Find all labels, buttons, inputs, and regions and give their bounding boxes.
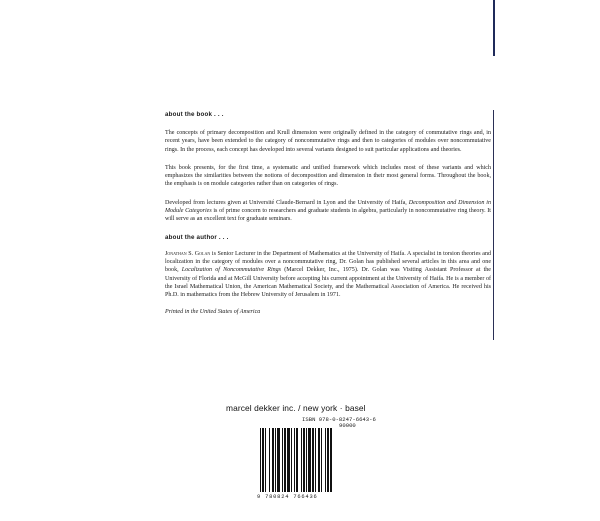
about-book-paragraph-2: This book presents, for the first time, a systematic and unified framework which includes most of these variants and which emphasizes the similarities between the notions of decomposition and dimension in their most general forms. Throughout the book, the emphasis is on module categories rather than on categories of rings. <box>165 164 491 188</box>
previous-book-title: Localization of Noncommutative Rings <box>181 267 282 274</box>
paragraph-text: Developed from lectures given at Université Claude-Bernard in Lyon and the University of Haifa, <box>165 199 409 206</box>
about-book-paragraph-1: The concepts of primary decomposition and Krull dimension were originally defined in the category of commutative rings and, in recent years, have been extended to the category of noncommutative rings and then to categories of modules over noncommutative rings. In the process, each concept has developed into several variants designed to suit particular applications and theories. <box>165 130 491 153</box>
about-book-heading: about the book . . . <box>165 111 224 118</box>
supplement-code: 90000 <box>339 422 356 429</box>
barcode-block <box>257 416 376 508</box>
paragraph-text: is Senior Lecturer in the Department of Mathematics at the University of Haifa. A specialist in torsion theories and localization in the category of modules over a noncommutative ring, Dr. Golan has published several articles in this area and one book, <box>165 250 491 274</box>
barcode-number: 9 780824 766436 <box>257 494 318 500</box>
publisher-imprint: marcel dekker inc. / new york · basel <box>226 403 366 413</box>
printed-in-notice: Printed in the United States of America <box>165 309 261 316</box>
paragraph-text: is of prime concern to researchers and graduate students in algebra, particularly in noncommutative ring theory. It will serve as an excellent text for graduate seminars. <box>165 208 491 223</box>
back-cover-text <box>165 111 491 315</box>
barcode-icon <box>260 428 356 494</box>
about-author-heading: about the author . . . <box>165 233 229 241</box>
paragraph-text: (Marcel Dekker, Inc., 1975). Dr. Golan was Visiting Assistant Professor at the University of Florida and at McGill University before accepting his current appointment at the University of Haifa. He is a member of the Israel Mathematical Union, the American Mathematical Society, and the Mathematical Association of America. He received his Ph.D. in mathematics from the Hebrew University of Jerusalem in 1971. <box>165 267 491 299</box>
about-book-paragraph-3 <box>165 199 491 224</box>
book-title: Decomposition and Dimension in Module Categories <box>165 199 491 215</box>
spine-bar <box>493 0 495 56</box>
isbn-text: ISBN 978-0-8247-6643-6 <box>302 416 376 423</box>
author-name: Jonathan S. Golan <box>165 250 211 257</box>
side-rule <box>493 110 494 340</box>
about-author-paragraph <box>165 250 491 300</box>
